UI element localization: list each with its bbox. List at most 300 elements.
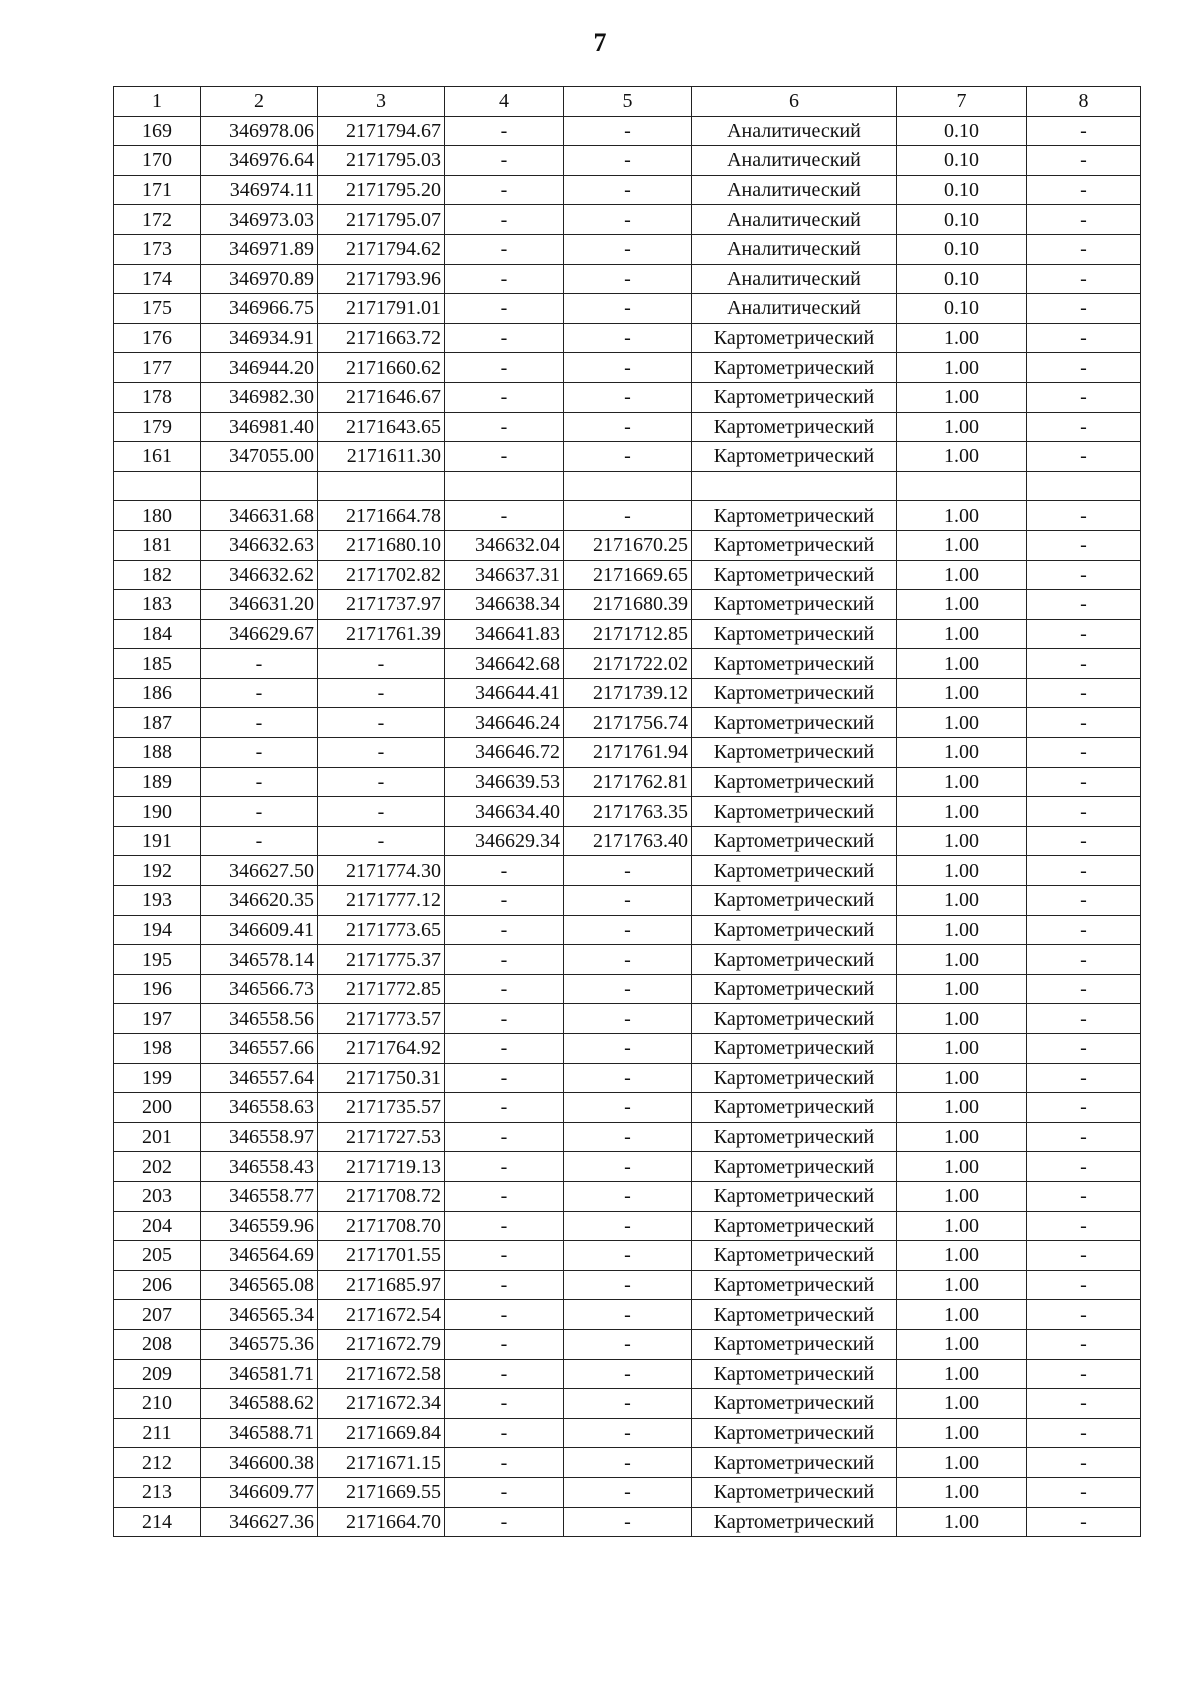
point-number-cell: 171 bbox=[114, 175, 201, 205]
description-cell: - bbox=[1027, 590, 1141, 620]
description-cell: - bbox=[1027, 1063, 1141, 1093]
table-row bbox=[114, 471, 1141, 501]
x2-cell: - bbox=[445, 382, 564, 412]
x-cell: 346620.35 bbox=[201, 886, 318, 916]
y2-cell: 2171739.12 bbox=[564, 678, 692, 708]
description-cell bbox=[1027, 471, 1141, 501]
point-number-cell: 182 bbox=[114, 560, 201, 590]
method-cell: Картометрический bbox=[692, 826, 897, 856]
table-row bbox=[114, 1507, 1141, 1537]
header-cell-4: 4 bbox=[445, 87, 564, 117]
x2-cell: - bbox=[445, 1507, 564, 1537]
x2-cell: 346639.53 bbox=[445, 767, 564, 797]
y-cell: 2171672.58 bbox=[318, 1359, 445, 1389]
table-row bbox=[114, 353, 1141, 383]
point-number-cell: 214 bbox=[114, 1507, 201, 1537]
accuracy-cell: 0.10 bbox=[897, 116, 1027, 146]
description-cell: - bbox=[1027, 886, 1141, 916]
y2-cell: - bbox=[564, 264, 692, 294]
x2-cell bbox=[445, 471, 564, 501]
x-cell: 346974.11 bbox=[201, 175, 318, 205]
description-cell: - bbox=[1027, 205, 1141, 235]
x2-cell: - bbox=[445, 1093, 564, 1123]
point-number-cell: 207 bbox=[114, 1300, 201, 1330]
x-cell: 346588.62 bbox=[201, 1389, 318, 1419]
x2-cell: 346646.72 bbox=[445, 738, 564, 768]
x2-cell: - bbox=[445, 501, 564, 531]
table-row bbox=[114, 1329, 1141, 1359]
method-cell: Картометрический bbox=[692, 886, 897, 916]
method-cell: Картометрический bbox=[692, 1063, 897, 1093]
y-cell: 2171750.31 bbox=[318, 1063, 445, 1093]
x2-cell: - bbox=[445, 1004, 564, 1034]
accuracy-cell: 0.10 bbox=[897, 175, 1027, 205]
table-row bbox=[114, 738, 1141, 768]
method-cell: Картометрический bbox=[692, 442, 897, 472]
accuracy-cell: 1.00 bbox=[897, 590, 1027, 620]
y2-cell: - bbox=[564, 1359, 692, 1389]
description-cell: - bbox=[1027, 530, 1141, 560]
x2-cell: - bbox=[445, 1389, 564, 1419]
y2-cell: 2171761.94 bbox=[564, 738, 692, 768]
x2-cell: 346638.34 bbox=[445, 590, 564, 620]
header-cell-8: 8 bbox=[1027, 87, 1141, 117]
table-row bbox=[114, 530, 1141, 560]
description-cell: - bbox=[1027, 649, 1141, 679]
y-cell: 2171777.12 bbox=[318, 886, 445, 916]
point-number-cell bbox=[114, 471, 201, 501]
y-cell: 2171794.67 bbox=[318, 116, 445, 146]
description-cell: - bbox=[1027, 1181, 1141, 1211]
y-cell: 2171795.07 bbox=[318, 205, 445, 235]
y2-cell: 2171680.39 bbox=[564, 590, 692, 620]
table-row bbox=[114, 1122, 1141, 1152]
accuracy-cell: 1.00 bbox=[897, 1507, 1027, 1537]
x2-cell: - bbox=[445, 1270, 564, 1300]
y2-cell: - bbox=[564, 1270, 692, 1300]
y2-cell: - bbox=[564, 323, 692, 353]
table-row bbox=[114, 974, 1141, 1004]
x-cell: 346609.41 bbox=[201, 915, 318, 945]
description-cell: - bbox=[1027, 412, 1141, 442]
table-row bbox=[114, 175, 1141, 205]
point-number-cell: 199 bbox=[114, 1063, 201, 1093]
description-cell: - bbox=[1027, 974, 1141, 1004]
y2-cell: - bbox=[564, 146, 692, 176]
method-cell: Картометрический bbox=[692, 945, 897, 975]
accuracy-cell: 1.00 bbox=[897, 1359, 1027, 1389]
y-cell bbox=[318, 471, 445, 501]
point-number-cell: 174 bbox=[114, 264, 201, 294]
y-cell: 2171764.92 bbox=[318, 1034, 445, 1064]
table-row bbox=[114, 264, 1141, 294]
accuracy-cell: 1.00 bbox=[897, 738, 1027, 768]
x-cell: 346558.43 bbox=[201, 1152, 318, 1182]
accuracy-cell: 1.00 bbox=[897, 501, 1027, 531]
description-cell: - bbox=[1027, 1093, 1141, 1123]
point-number-cell: 191 bbox=[114, 826, 201, 856]
page-number: 7 bbox=[593, 28, 607, 57]
x-cell: 346973.03 bbox=[201, 205, 318, 235]
accuracy-cell: 1.00 bbox=[897, 1181, 1027, 1211]
description-cell: - bbox=[1027, 146, 1141, 176]
table-row bbox=[114, 1093, 1141, 1123]
accuracy-cell: 1.00 bbox=[897, 1152, 1027, 1182]
description-cell: - bbox=[1027, 294, 1141, 324]
table-row bbox=[114, 1034, 1141, 1064]
method-cell: Аналитический bbox=[692, 234, 897, 264]
y2-cell: - bbox=[564, 234, 692, 264]
y-cell: 2171791.01 bbox=[318, 294, 445, 324]
table-row bbox=[114, 501, 1141, 531]
x2-cell: 346642.68 bbox=[445, 649, 564, 679]
point-number-cell: 180 bbox=[114, 501, 201, 531]
x-cell: 346557.64 bbox=[201, 1063, 318, 1093]
y-cell: 2171737.97 bbox=[318, 590, 445, 620]
x-cell: 346566.73 bbox=[201, 974, 318, 1004]
y2-cell: 2171669.65 bbox=[564, 560, 692, 590]
y2-cell: - bbox=[564, 1211, 692, 1241]
y2-cell: 2171763.35 bbox=[564, 797, 692, 827]
y2-cell: 2171712.85 bbox=[564, 619, 692, 649]
point-number-cell: 211 bbox=[114, 1418, 201, 1448]
y-cell: 2171772.85 bbox=[318, 974, 445, 1004]
method-cell: Картометрический bbox=[692, 1359, 897, 1389]
description-cell: - bbox=[1027, 442, 1141, 472]
y2-cell: - bbox=[564, 974, 692, 1004]
description-cell: - bbox=[1027, 1359, 1141, 1389]
method-cell: Картометрический bbox=[692, 856, 897, 886]
y-cell: 2171708.72 bbox=[318, 1181, 445, 1211]
y-cell: 2171773.57 bbox=[318, 1004, 445, 1034]
accuracy-cell: 1.00 bbox=[897, 1300, 1027, 1330]
y-cell: - bbox=[318, 797, 445, 827]
y-cell: - bbox=[318, 649, 445, 679]
description-cell: - bbox=[1027, 501, 1141, 531]
x2-cell: - bbox=[445, 1300, 564, 1330]
point-number-cell: 185 bbox=[114, 649, 201, 679]
x2-cell: - bbox=[445, 146, 564, 176]
x-cell: 346564.69 bbox=[201, 1241, 318, 1271]
x2-cell: - bbox=[445, 323, 564, 353]
accuracy-cell: 0.10 bbox=[897, 234, 1027, 264]
method-cell: Картометрический bbox=[692, 382, 897, 412]
description-cell: - bbox=[1027, 1034, 1141, 1064]
x2-cell: - bbox=[445, 442, 564, 472]
description-cell: - bbox=[1027, 1329, 1141, 1359]
table-row bbox=[114, 797, 1141, 827]
x-cell: 346557.66 bbox=[201, 1034, 318, 1064]
accuracy-cell: 1.00 bbox=[897, 1448, 1027, 1478]
y-cell: 2171701.55 bbox=[318, 1241, 445, 1271]
table-row bbox=[114, 649, 1141, 679]
point-number-cell: 202 bbox=[114, 1152, 201, 1182]
description-cell: - bbox=[1027, 1477, 1141, 1507]
point-number-cell: 186 bbox=[114, 678, 201, 708]
x-cell: 346631.68 bbox=[201, 501, 318, 531]
point-number-cell: 170 bbox=[114, 146, 201, 176]
y-cell: 2171643.65 bbox=[318, 412, 445, 442]
y-cell: 2171727.53 bbox=[318, 1122, 445, 1152]
accuracy-cell: 1.00 bbox=[897, 1034, 1027, 1064]
table-row bbox=[114, 146, 1141, 176]
accuracy-cell: 1.00 bbox=[897, 1389, 1027, 1419]
point-number-cell: 189 bbox=[114, 767, 201, 797]
description-cell: - bbox=[1027, 560, 1141, 590]
y2-cell: - bbox=[564, 1329, 692, 1359]
method-cell: Картометрический bbox=[692, 1507, 897, 1537]
y-cell: 2171773.65 bbox=[318, 915, 445, 945]
method-cell: Картометрический bbox=[692, 767, 897, 797]
x-cell: 346632.62 bbox=[201, 560, 318, 590]
x2-cell: - bbox=[445, 353, 564, 383]
x-cell: 346970.89 bbox=[201, 264, 318, 294]
y2-cell: - bbox=[564, 353, 692, 383]
table-body bbox=[114, 116, 1141, 1537]
method-cell: Картометрический bbox=[692, 530, 897, 560]
method-cell: Картометрический bbox=[692, 1181, 897, 1211]
y2-cell: - bbox=[564, 1389, 692, 1419]
y-cell: 2171775.37 bbox=[318, 945, 445, 975]
accuracy-cell: 1.00 bbox=[897, 1004, 1027, 1034]
accuracy-cell: 1.00 bbox=[897, 353, 1027, 383]
table-row bbox=[114, 1241, 1141, 1271]
x2-cell: - bbox=[445, 1241, 564, 1271]
x2-cell: - bbox=[445, 856, 564, 886]
x-cell: 346982.30 bbox=[201, 382, 318, 412]
accuracy-cell: 1.00 bbox=[897, 856, 1027, 886]
x-cell: 346609.77 bbox=[201, 1477, 318, 1507]
y-cell: 2171680.10 bbox=[318, 530, 445, 560]
point-number-cell: 205 bbox=[114, 1241, 201, 1271]
table-row bbox=[114, 1448, 1141, 1478]
table-row bbox=[114, 678, 1141, 708]
x-cell: - bbox=[201, 767, 318, 797]
y2-cell: - bbox=[564, 1181, 692, 1211]
x-cell: 346632.63 bbox=[201, 530, 318, 560]
description-cell: - bbox=[1027, 1389, 1141, 1419]
accuracy-cell: 1.00 bbox=[897, 826, 1027, 856]
x2-cell: - bbox=[445, 264, 564, 294]
table-row bbox=[114, 915, 1141, 945]
header-cell-2: 2 bbox=[201, 87, 318, 117]
accuracy-cell: 1.00 bbox=[897, 886, 1027, 916]
point-number-cell: 192 bbox=[114, 856, 201, 886]
point-number-cell: 208 bbox=[114, 1329, 201, 1359]
x2-cell: 346629.34 bbox=[445, 826, 564, 856]
point-number-cell: 184 bbox=[114, 619, 201, 649]
accuracy-cell bbox=[897, 471, 1027, 501]
y2-cell: - bbox=[564, 1300, 692, 1330]
accuracy-cell: 1.00 bbox=[897, 323, 1027, 353]
y2-cell: - bbox=[564, 1122, 692, 1152]
point-number-cell: 204 bbox=[114, 1211, 201, 1241]
method-cell: Картометрический bbox=[692, 974, 897, 1004]
accuracy-cell: 1.00 bbox=[897, 797, 1027, 827]
y-cell: 2171793.96 bbox=[318, 264, 445, 294]
table-row bbox=[114, 1359, 1141, 1389]
accuracy-cell: 0.10 bbox=[897, 146, 1027, 176]
y-cell: - bbox=[318, 738, 445, 768]
method-cell: Картометрический bbox=[692, 1477, 897, 1507]
method-cell: Аналитический bbox=[692, 294, 897, 324]
point-number-cell: 201 bbox=[114, 1122, 201, 1152]
description-cell: - bbox=[1027, 323, 1141, 353]
table-row bbox=[114, 412, 1141, 442]
x-cell: 346558.77 bbox=[201, 1181, 318, 1211]
method-cell: Картометрический bbox=[692, 590, 897, 620]
x-cell: 346631.20 bbox=[201, 590, 318, 620]
accuracy-cell: 1.00 bbox=[897, 678, 1027, 708]
table-row bbox=[114, 442, 1141, 472]
header-cell-6: 6 bbox=[692, 87, 897, 117]
method-cell: Картометрический bbox=[692, 1211, 897, 1241]
point-number-cell: 210 bbox=[114, 1389, 201, 1419]
y-cell: 2171660.62 bbox=[318, 353, 445, 383]
x-cell: 346581.71 bbox=[201, 1359, 318, 1389]
method-cell: Аналитический bbox=[692, 116, 897, 146]
method-cell: Картометрический bbox=[692, 1418, 897, 1448]
method-cell: Аналитический bbox=[692, 264, 897, 294]
method-cell: Картометрический bbox=[692, 1389, 897, 1419]
accuracy-cell: 0.10 bbox=[897, 205, 1027, 235]
x-cell: 346978.06 bbox=[201, 116, 318, 146]
y-cell: 2171685.97 bbox=[318, 1270, 445, 1300]
description-cell: - bbox=[1027, 856, 1141, 886]
method-cell: Картометрический bbox=[692, 649, 897, 679]
description-cell: - bbox=[1027, 619, 1141, 649]
y-cell: 2171774.30 bbox=[318, 856, 445, 886]
y2-cell: - bbox=[564, 1448, 692, 1478]
y2-cell: 2171763.40 bbox=[564, 826, 692, 856]
method-cell: Аналитический bbox=[692, 146, 897, 176]
point-number-cell: 209 bbox=[114, 1359, 201, 1389]
y2-cell: 2171670.25 bbox=[564, 530, 692, 560]
header-cell-1: 1 bbox=[114, 87, 201, 117]
x-cell: 346944.20 bbox=[201, 353, 318, 383]
table-row bbox=[114, 1181, 1141, 1211]
description-cell: - bbox=[1027, 264, 1141, 294]
description-cell: - bbox=[1027, 797, 1141, 827]
y2-cell: - bbox=[564, 945, 692, 975]
x-cell: 346627.50 bbox=[201, 856, 318, 886]
description-cell: - bbox=[1027, 945, 1141, 975]
x2-cell: - bbox=[445, 116, 564, 146]
table-row bbox=[114, 1300, 1141, 1330]
x-cell bbox=[201, 471, 318, 501]
accuracy-cell: 1.00 bbox=[897, 708, 1027, 738]
y-cell: 2171664.70 bbox=[318, 1507, 445, 1537]
point-number-cell: 212 bbox=[114, 1448, 201, 1478]
y2-cell: - bbox=[564, 205, 692, 235]
y2-cell: - bbox=[564, 1093, 692, 1123]
method-cell: Картометрический bbox=[692, 678, 897, 708]
y-cell: 2171672.34 bbox=[318, 1389, 445, 1419]
x-cell: 346558.63 bbox=[201, 1093, 318, 1123]
table-row bbox=[114, 234, 1141, 264]
y2-cell: - bbox=[564, 1477, 692, 1507]
y2-cell: - bbox=[564, 1034, 692, 1064]
y2-cell: - bbox=[564, 1063, 692, 1093]
table-row bbox=[114, 1270, 1141, 1300]
accuracy-cell: 1.00 bbox=[897, 1122, 1027, 1152]
description-cell: - bbox=[1027, 234, 1141, 264]
y2-cell: 2171722.02 bbox=[564, 649, 692, 679]
point-number-cell: 213 bbox=[114, 1477, 201, 1507]
table-row bbox=[114, 826, 1141, 856]
accuracy-cell: 1.00 bbox=[897, 1418, 1027, 1448]
accuracy-cell: 1.00 bbox=[897, 530, 1027, 560]
x-cell: 346575.36 bbox=[201, 1329, 318, 1359]
accuracy-cell: 1.00 bbox=[897, 1063, 1027, 1093]
y-cell: 2171671.15 bbox=[318, 1448, 445, 1478]
method-cell: Картометрический bbox=[692, 501, 897, 531]
point-number-cell: 187 bbox=[114, 708, 201, 738]
table-row bbox=[114, 323, 1141, 353]
accuracy-cell: 1.00 bbox=[897, 1329, 1027, 1359]
x2-cell: 346632.04 bbox=[445, 530, 564, 560]
y-cell: 2171761.39 bbox=[318, 619, 445, 649]
description-cell: - bbox=[1027, 708, 1141, 738]
x-cell: - bbox=[201, 678, 318, 708]
y-cell: 2171669.55 bbox=[318, 1477, 445, 1507]
accuracy-cell: 1.00 bbox=[897, 619, 1027, 649]
table-row bbox=[114, 619, 1141, 649]
x-cell: 346976.64 bbox=[201, 146, 318, 176]
x2-cell: - bbox=[445, 1152, 564, 1182]
x2-cell: - bbox=[445, 294, 564, 324]
accuracy-cell: 1.00 bbox=[897, 1270, 1027, 1300]
y2-cell: - bbox=[564, 412, 692, 442]
x2-cell: - bbox=[445, 886, 564, 916]
y-cell: 2171795.20 bbox=[318, 175, 445, 205]
y2-cell: - bbox=[564, 501, 692, 531]
y-cell: 2171735.57 bbox=[318, 1093, 445, 1123]
method-cell: Аналитический bbox=[692, 175, 897, 205]
point-number-cell: 177 bbox=[114, 353, 201, 383]
table-row bbox=[114, 1211, 1141, 1241]
description-cell: - bbox=[1027, 1211, 1141, 1241]
accuracy-cell: 1.00 bbox=[897, 1211, 1027, 1241]
table-row bbox=[114, 590, 1141, 620]
x2-cell: 346646.24 bbox=[445, 708, 564, 738]
description-cell: - bbox=[1027, 353, 1141, 383]
x-cell: 346629.67 bbox=[201, 619, 318, 649]
point-number-cell: 173 bbox=[114, 234, 201, 264]
method-cell: Картометрический bbox=[692, 1093, 897, 1123]
x2-cell: - bbox=[445, 1122, 564, 1152]
x2-cell: - bbox=[445, 1329, 564, 1359]
x-cell: 346971.89 bbox=[201, 234, 318, 264]
y-cell: 2171702.82 bbox=[318, 560, 445, 590]
table-row bbox=[114, 767, 1141, 797]
description-cell: - bbox=[1027, 826, 1141, 856]
method-cell: Картометрический bbox=[692, 797, 897, 827]
table-row bbox=[114, 945, 1141, 975]
description-cell: - bbox=[1027, 1122, 1141, 1152]
method-cell: Картометрический bbox=[692, 1448, 897, 1478]
accuracy-cell: 1.00 bbox=[897, 382, 1027, 412]
header-cell-3: 3 bbox=[318, 87, 445, 117]
y2-cell: - bbox=[564, 856, 692, 886]
description-cell: - bbox=[1027, 1241, 1141, 1271]
y-cell: 2171719.13 bbox=[318, 1152, 445, 1182]
x-cell: 346934.91 bbox=[201, 323, 318, 353]
table-row bbox=[114, 1389, 1141, 1419]
method-cell: Картометрический bbox=[692, 560, 897, 590]
description-cell: - bbox=[1027, 915, 1141, 945]
description-cell: - bbox=[1027, 767, 1141, 797]
